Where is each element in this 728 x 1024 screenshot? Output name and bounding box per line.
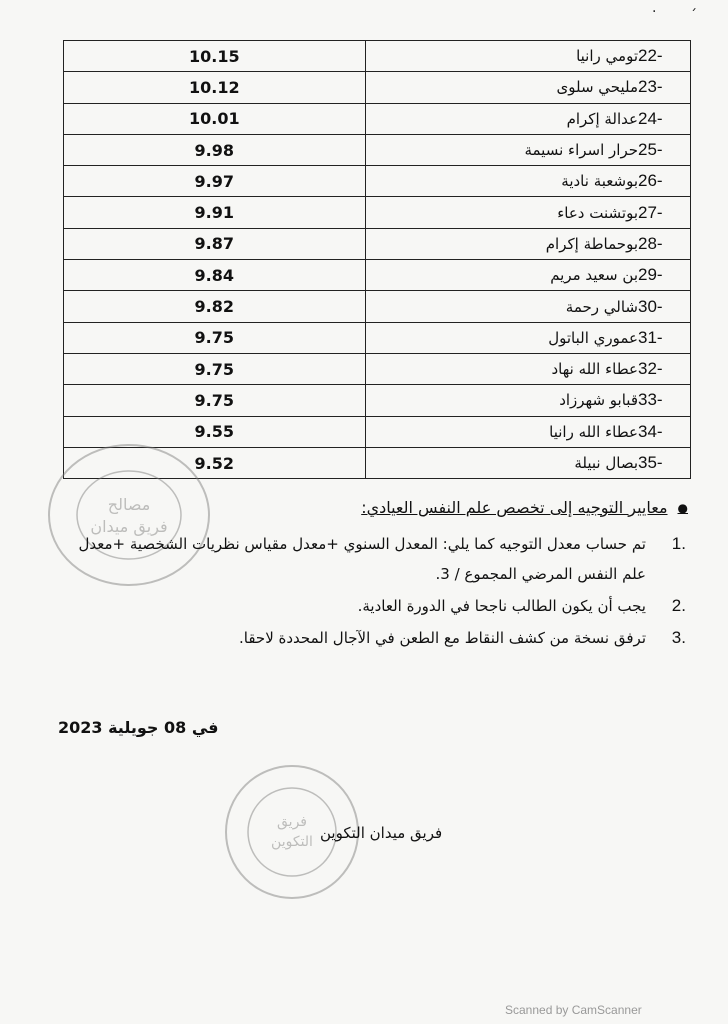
scanner-watermark: Scanned by CamScanner — [505, 1003, 642, 1017]
score-cell: 10.15 — [64, 41, 366, 72]
rank-number: 27- — [638, 202, 663, 222]
name-cell — [365, 322, 690, 353]
table-row — [64, 197, 691, 228]
table-row — [64, 353, 691, 384]
name-cell — [365, 103, 690, 134]
criteria-line: علم النفس المرضي المجموع / 3. — [435, 565, 646, 583]
criteria-title: معايير التوجيه إلى تخصص علم النفس العيادي: — [361, 498, 668, 517]
student-name: بصال نبيلة — [574, 454, 638, 472]
table-row — [64, 322, 691, 353]
score-cell: 9.97 — [64, 166, 366, 197]
score-cell: 10.12 — [64, 72, 366, 103]
student-name: حرار اسراء نسيمة — [524, 141, 638, 160]
criteria-section — [40, 498, 688, 655]
score-cell: 9.75 — [64, 353, 366, 384]
criteria-number: .1 — [671, 534, 686, 553]
table-row — [64, 385, 691, 416]
rank-number: 33- — [638, 390, 663, 410]
table-row — [64, 166, 691, 197]
rank-number: 24- — [638, 108, 663, 128]
student-name: بوشعبة نادية — [561, 172, 638, 191]
criteria-line: ترفق نسخة من كشف النقاط مع الطعن في الآجال المحددة لاحقا. — [239, 629, 646, 647]
scan-mark: · — [652, 4, 657, 20]
date-line: في 08 جويلية 2023 — [58, 718, 219, 737]
rank-number: 30- — [638, 296, 663, 316]
rank-number: 25- — [638, 140, 663, 160]
student-name: عدالة إكرام — [566, 109, 638, 128]
rank-number: 28- — [638, 233, 663, 253]
student-name: عطاء الله رانيا — [549, 422, 638, 441]
name-cell — [365, 72, 690, 103]
name-cell — [365, 228, 690, 259]
score-cell: 9.84 — [64, 260, 366, 291]
bullet-icon: ● — [677, 500, 688, 515]
rank-number: 23- — [638, 77, 663, 97]
name-cell — [365, 197, 690, 228]
criteria-number: .3 — [671, 628, 686, 647]
name-cell — [365, 353, 690, 384]
criteria-line: تم حساب معدل التوجيه كما يلي: المعدل السنوي +معدل مقياس نظريات الشخصية +معدل — [78, 535, 646, 553]
rank-number: 31- — [638, 327, 663, 347]
rank-number: 29- — [638, 265, 663, 285]
student-name: مليحي سلوى — [556, 78, 638, 97]
student-name: بن سعيد مريم — [550, 266, 638, 285]
student-name: عموري الباتول — [548, 328, 638, 347]
score-cell: 9.98 — [64, 134, 366, 165]
criteria-line: يجب أن يكون الطالب ناجحا في الدورة العادية. — [357, 597, 646, 615]
score-cell: 9.55 — [64, 416, 366, 447]
svg-text:مصالح: مصالح — [107, 495, 151, 514]
criteria-text — [40, 623, 646, 653]
name-cell — [365, 41, 690, 72]
student-name: تومي رانيا — [576, 47, 638, 66]
score-cell: 9.87 — [64, 228, 366, 259]
ranking-table — [63, 40, 691, 479]
criteria-list — [40, 529, 688, 653]
criteria-text — [40, 529, 646, 589]
rank-number: 34- — [638, 421, 663, 441]
student-name: شالي رحمة — [565, 297, 638, 316]
table-row — [64, 41, 691, 72]
stamp-label: فريق ميدان — [90, 517, 168, 536]
table-row — [64, 260, 691, 291]
table-row — [64, 228, 691, 259]
score-cell: 9.75 — [64, 322, 366, 353]
table-row — [64, 72, 691, 103]
name-cell — [365, 291, 690, 322]
student-name: بوتشنت دعاء — [557, 203, 638, 222]
rank-number: 35- — [638, 453, 663, 472]
name-cell — [365, 385, 690, 416]
name-cell — [365, 134, 690, 165]
criteria-heading — [40, 498, 688, 517]
table-row — [64, 134, 691, 165]
student-name: بوحماطة إكرام — [545, 234, 638, 253]
rank-number: 26- — [638, 171, 663, 191]
rank-number: 22- — [638, 46, 663, 66]
rank-number: 32- — [638, 359, 663, 379]
name-cell — [365, 416, 690, 447]
score-cell: 10.01 — [64, 103, 366, 134]
criteria-text — [40, 591, 646, 621]
criteria-item — [40, 623, 688, 653]
criteria-number: .2 — [671, 596, 686, 615]
score-cell: 9.52 — [64, 447, 366, 478]
signature-line: فريق ميدان التكوين — [320, 824, 443, 842]
score-cell: 9.91 — [64, 197, 366, 228]
svg-text:فريق: فريق — [277, 814, 307, 830]
name-cell — [365, 447, 690, 478]
name-cell — [365, 260, 690, 291]
name-cell — [365, 166, 690, 197]
table-row — [64, 291, 691, 322]
student-name: قبابو شهرزاد — [559, 391, 638, 410]
table-row — [64, 103, 691, 134]
criteria-item — [40, 529, 688, 589]
svg-text:التكوين: التكوين — [271, 834, 313, 850]
criteria-item — [40, 591, 688, 621]
score-cell: 9.75 — [64, 385, 366, 416]
scan-mark: ˊ — [690, 8, 697, 24]
student-name: عطاء الله نهاد — [551, 360, 638, 379]
score-cell: 9.82 — [64, 291, 366, 322]
